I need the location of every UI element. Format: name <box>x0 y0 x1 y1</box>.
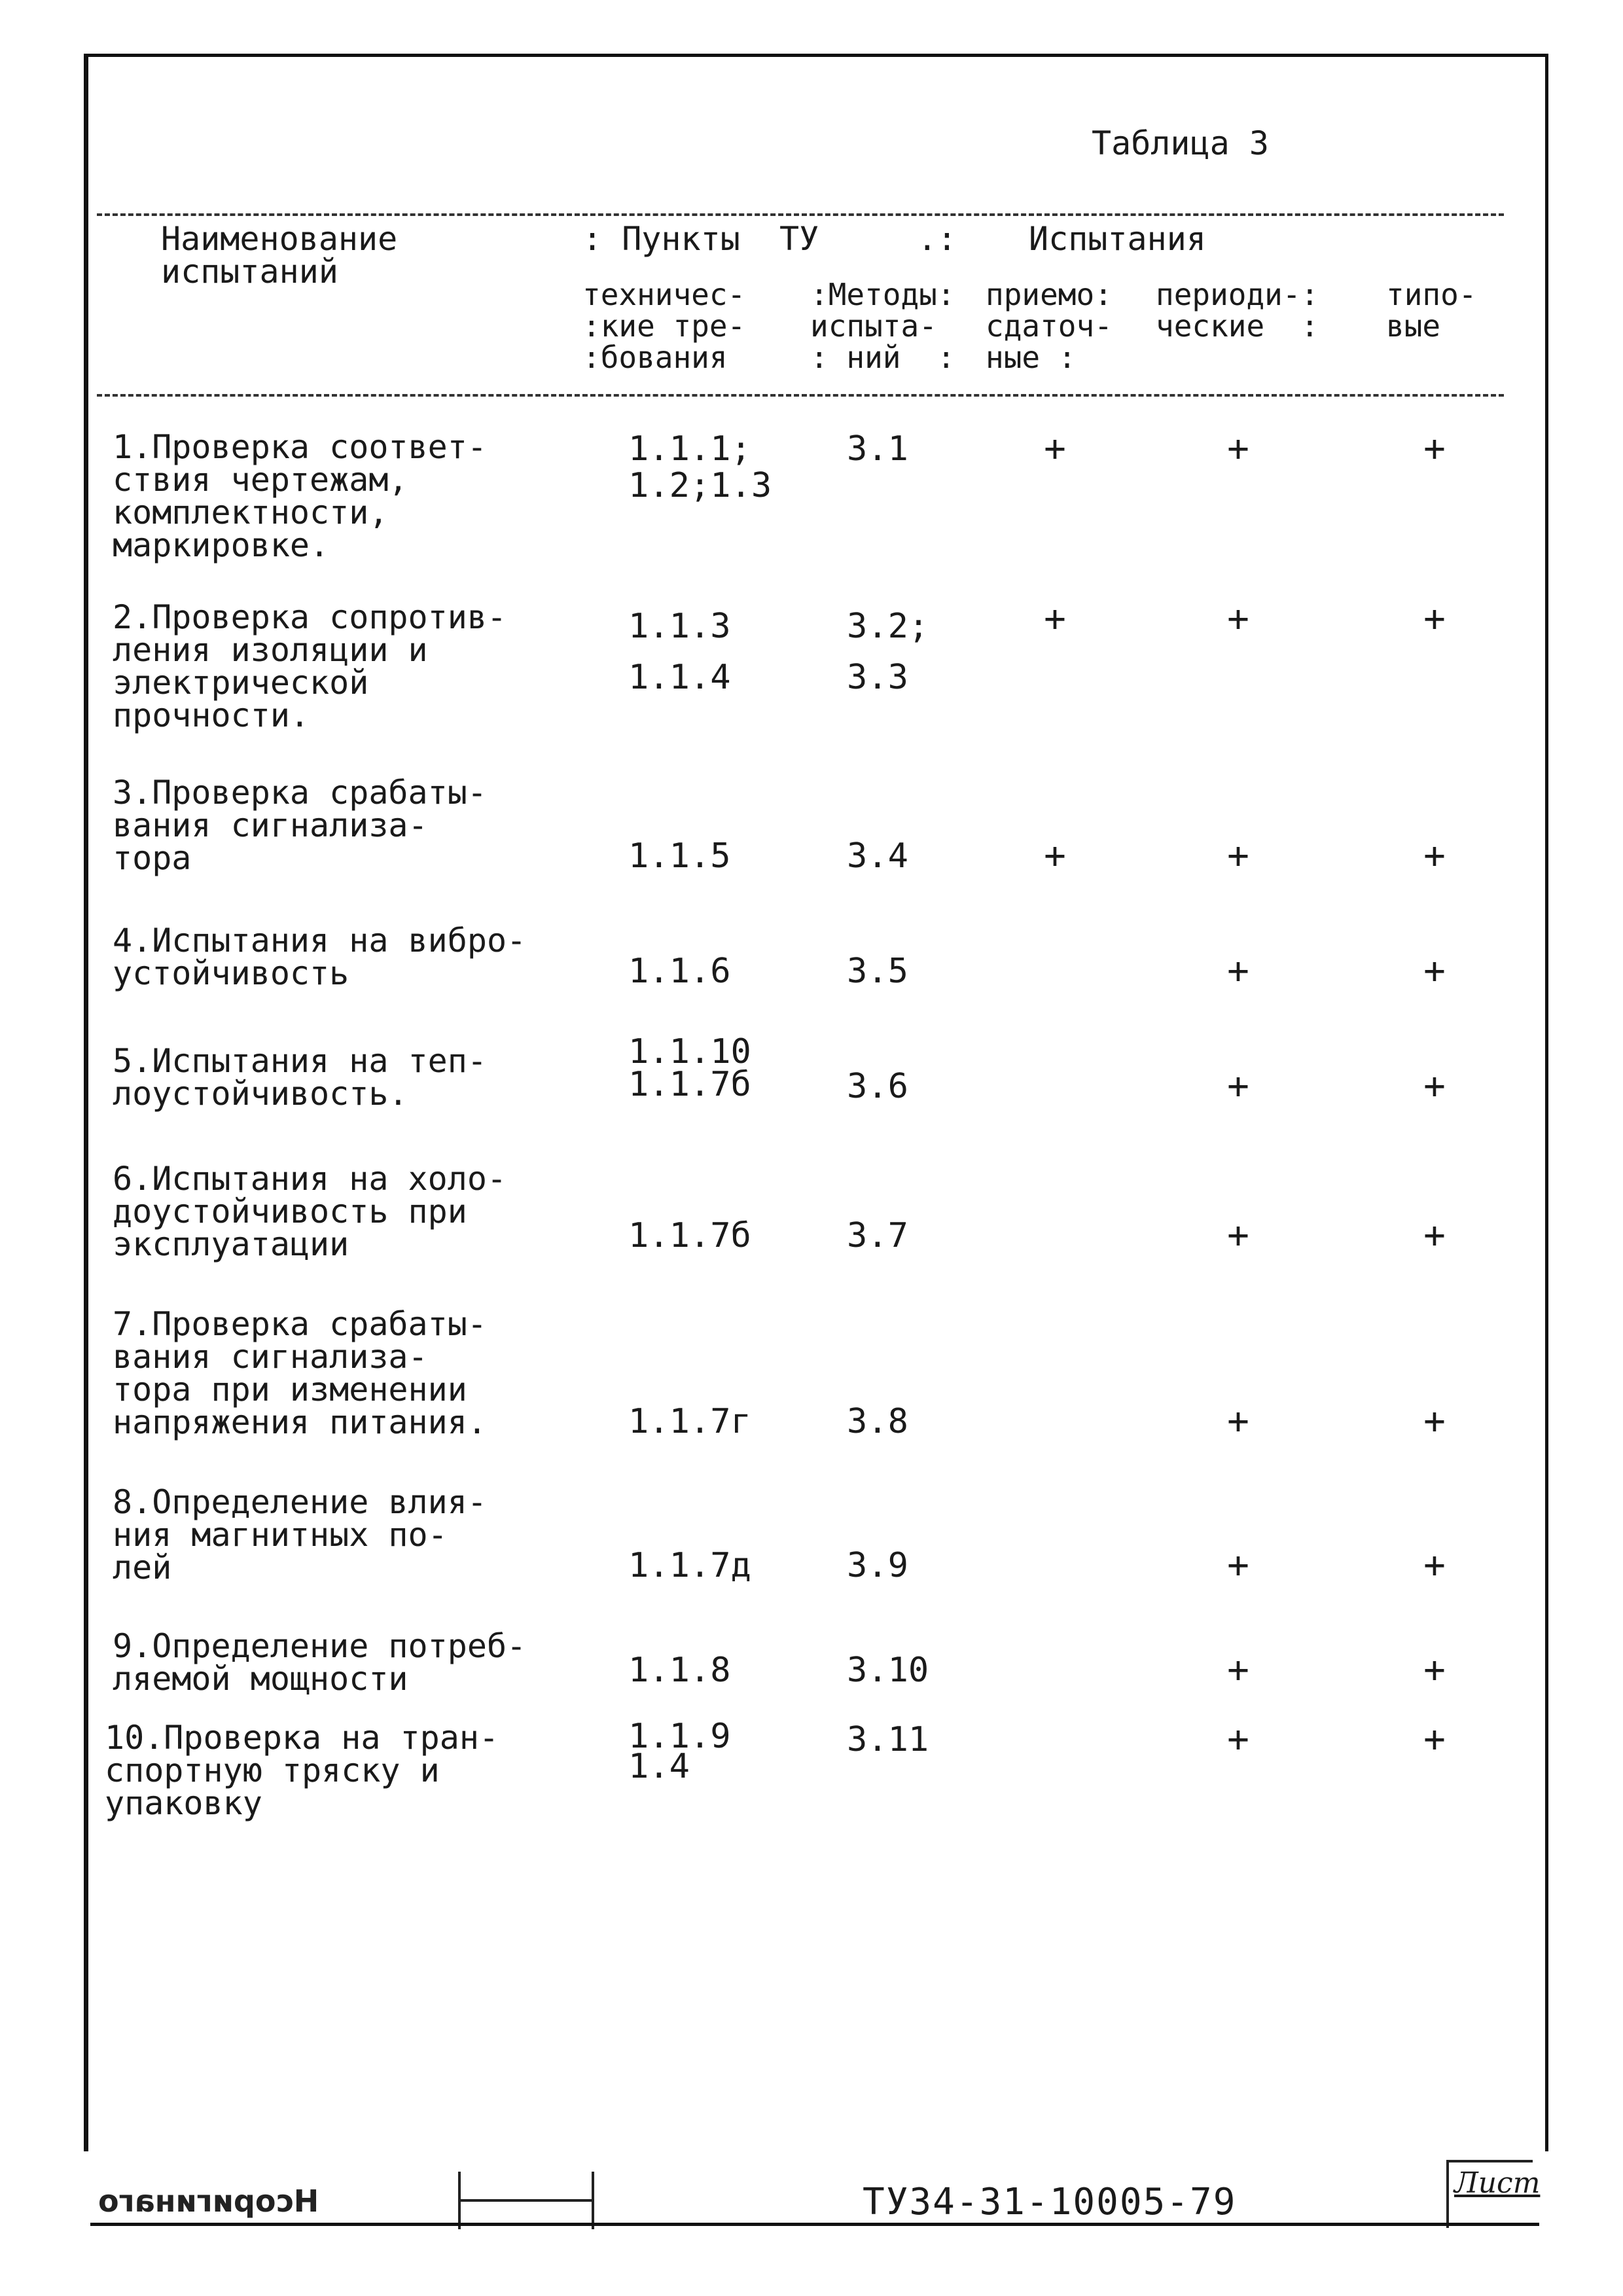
header-name-column: Наименование испытаний <box>161 220 398 291</box>
methods-cell: 3.4 <box>847 836 908 876</box>
test-name: 1.Проверка соответ- ствия чертежам, комплектности, маркировке. <box>113 428 487 564</box>
table-title: Таблица 3 <box>1092 124 1269 162</box>
methods-cell: 3.9 <box>847 1546 908 1585</box>
test-name: 2.Проверка сопротив- ления изоляции и электрической прочности. <box>113 598 507 734</box>
methods-cell: 3.1 <box>847 429 908 469</box>
test-name: 8.Определение влия- ния магнитных по- лей <box>113 1483 487 1587</box>
acceptance-mark: + <box>1044 834 1066 877</box>
acceptance-mark: + <box>1044 598 1066 640</box>
type-mark: + <box>1423 1214 1446 1257</box>
subheader-type: типо- вые <box>1386 277 1477 344</box>
methods-cell: 3.10 <box>847 1651 929 1690</box>
requirements-cell: 1.1.7г <box>628 1402 751 1441</box>
subheader-methods: :Методы: испыта- : ний : <box>810 277 955 375</box>
periodic-mark: + <box>1227 1649 1249 1691</box>
subheader-acceptance: приемо: сдаточ- ные : <box>986 277 1113 375</box>
type-mark: + <box>1423 427 1446 470</box>
header-top-rule <box>97 213 1504 216</box>
periodic-mark: + <box>1227 427 1249 470</box>
periodic-mark: + <box>1227 1400 1249 1443</box>
type-mark: + <box>1423 1544 1446 1587</box>
type-mark: + <box>1423 834 1446 877</box>
requirements-cell: 1.1.9 1.4 <box>628 1717 731 1786</box>
test-name: 3.Проверка срабаты- вания сигнализа- тора <box>113 774 487 877</box>
requirements-cell: 1.1.10 1.1.7б <box>628 1032 751 1104</box>
periodic-mark: + <box>1227 1544 1249 1587</box>
periodic-mark: + <box>1227 1718 1249 1761</box>
type-mark: + <box>1423 1649 1446 1691</box>
methods-cell: 3.5 <box>847 952 908 991</box>
bottom-rule <box>90 2223 1539 2226</box>
periodic-mark: + <box>1227 1214 1249 1257</box>
requirements-cell: 1.1.3 1.1.4 <box>628 607 731 697</box>
test-name: 5.Испытания на теп- лоустойчивость. <box>113 1042 487 1113</box>
header-bottom-rule <box>97 394 1504 397</box>
test-name: 6.Испытания на холо- доустойчивость при эксплуатации <box>113 1160 507 1263</box>
type-mark: + <box>1423 950 1446 992</box>
periodic-mark: + <box>1227 950 1249 992</box>
subheader-requirements: техничес- :кие тре- :бования <box>582 277 746 375</box>
test-name: 4.Испытания на вибро- устойчивость <box>113 922 527 992</box>
requirements-cell: 1.1.8 <box>628 1651 731 1690</box>
methods-cell: 3.11 <box>847 1720 929 1759</box>
test-name: 7.Проверка срабаты- вания сигнализа- тора при изменении напряжения питания. <box>113 1305 487 1441</box>
methods-cell: 3.7 <box>847 1216 908 1255</box>
methods-cell: 3.8 <box>847 1402 908 1441</box>
acceptance-mark: + <box>1044 427 1066 470</box>
type-mark: + <box>1423 598 1446 640</box>
document-code: ТУ34-31-10005-79 <box>863 2181 1237 2223</box>
header-tests: Испытания <box>1029 220 1206 258</box>
periodic-mark: + <box>1227 1065 1249 1107</box>
requirements-cell: 1.1.1; 1.2;1.3 <box>628 429 772 505</box>
test-name: 9.Определение потреб- ляемой мощности <box>113 1627 527 1698</box>
archive-stamp-text: Нсоригинаго <box>98 2183 319 2219</box>
requirements-cell: 1.1.6 <box>628 952 731 991</box>
stamp-grid <box>458 2172 594 2229</box>
subheader-periodic: периоди-: ческие : <box>1156 277 1319 344</box>
periodic-mark: + <box>1227 834 1249 877</box>
methods-cell: 3.6 <box>847 1067 908 1106</box>
type-mark: + <box>1423 1065 1446 1107</box>
sheet-label: Лист <box>1454 2166 1541 2200</box>
requirements-cell: 1.1.5 <box>628 836 731 876</box>
header-tu-points: : Пункты ТУ .: <box>582 220 957 258</box>
type-mark: + <box>1423 1400 1446 1443</box>
requirements-cell: 1.1.7б <box>628 1216 751 1255</box>
requirements-cell: 1.1.7д <box>628 1546 751 1585</box>
type-mark: + <box>1423 1718 1446 1761</box>
test-name: 10.Проверка на тран- спортную тряску и упаковку <box>105 1719 499 1822</box>
periodic-mark: + <box>1227 598 1249 640</box>
methods-cell: 3.2; 3.3 <box>847 607 929 697</box>
